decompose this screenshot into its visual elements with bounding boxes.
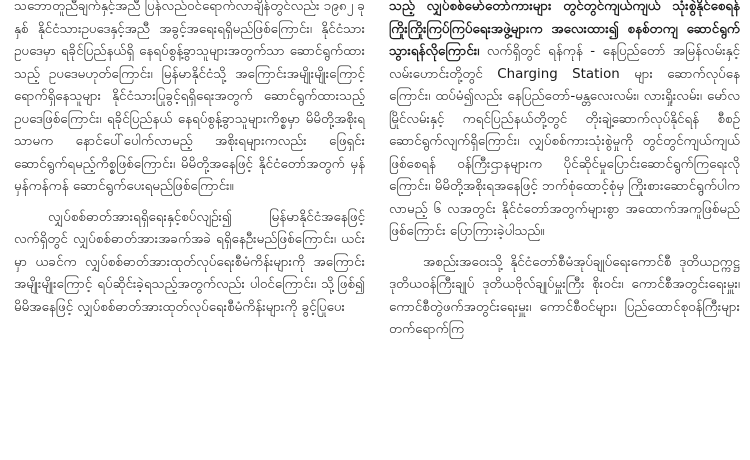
right-paragraph-2-text: အစည်းအဝေးသို့ နိုင်ငံတော်စီမံအုပ်ချုပ်ရေးကောင်စီ ဒုတိယဥက္ကဋ္ဌ ဒုတိယဝန်ကြီးချုပ် ဒုတိယဗိုလ်ချုပ်မှူးကြီး စိုးဝင်း၊ ကောင်စီအတွင်းရေးမှူး၊ ကောင်စီတွဲဖက်အတွင်းရေးမှူး၊ ကောင်စီဝင်များ၊ ပြည်ထောင်စုဝန်ကြီးများ တက်ရောက်ကြ: [389, 254, 740, 337]
left-paragraph-1: [14, 0, 365, 199]
right-column: [389, 0, 740, 460]
left-paragraph-1-text: သဘောတူညီချက်နှင့်အညီ ပြန်လည်ဝင်ရောက်လာချိန်တွင်လည်း ၁၉၈၂ ခုနှစ် နိုင်ငံသားဥပဒေနှင့်အညီ အခွင့်အရေးရရှိမည်ဖြစ်ကြောင်း၊ နိုင်ငံသားဥပဒေမှာ ရခိုင်ပြည်နယ်ရှိ နေရပ်စွန့်ခွာသူများအတွက်သာ ဆောင်ရွက်ထားသည့် ဥပဒေမဟုတ်ကြောင်း၊ မြန်မာနိုင်ငံသို့ အကြောင်းအမျိုးမျိုးကြောင့် ရောက်ရှိနေသူများ နိုင်ငံသားပြုခွင့်ရရှိရေးအတွက် ဆောင်ရွက်ထားသည့်ဥပဒေဖြစ်ကြောင်း၊ ရခိုင်ပြည်နယ် နေရပ်စွန့်ခွာသူများကိစ္စမှာ မိမိတို့အစိုးရသာမက နောင်ပေါ်ပေါက်လာမည့် အစိုးရများကလည်း ဖြေရှင်း ဆောင်ရွက်ရမည့်ကိစ္စဖြစ်ကြောင်း၊ မိမိတို့အနေဖြင့် နိုင်ငံတော်အတွက် မှန်မှန်ကန်ကန် ဆောင်ရွက်ပေးရမည်ဖြစ်ကြောင်း။: [14, 0, 365, 194]
left-paragraph-2-text: လျှပ်စစ်ဓာတ်အားရရှိရေးနှင့်စပ်လျဉ်း၍ မြန်မာနိုင်ငံအနေဖြင့် လက်ရှိတွင် လျှပ်စစ်ဓာတ်အားအခက်အခဲ ရရှိနေဦးမည်ဖြစ်ကြောင်း၊ ယင်းမှာ ယခင်က လျှပ်စစ်ဓာတ်အားထုတ်လုပ်ရေးစီမံကိန်းများကို အကြောင်းအမျိုးမျိုးကြောင့် ရပ်ဆိုင်းခဲ့ရသည့်အတွက်လည်း ပါဝင်ကြောင်း၊ သို့ဖြစ်၍ မိမိအနေဖြင့် လျှပ်စစ်ဓာတ်အားထုတ်လုပ်ရေးစီမံကိန်းများကို ခွင့်ပြုပေး: [14, 209, 365, 315]
right-paragraph-1-text: လက်ရှိတွင် ရန်ကုန် - နေပြည်တော် အမြန်လမ်းနှင့် လမ်းဟောင်းတို့တွင် Charging Station များ ဆောက်လုပ်နေကြောင်း၊ ထပ်မံ၍လည်း နေပြည်တော်-မန္တလေးလမ်း၊ လားရှိုးလမ်း၊ မော်လမြိုင်လမ်းနှင့် ကရင်ပြည်နယ်တို့တွင် တိုးချဲ့ဆောက်လုပ်နိုင်ရန် စီစဉ်ဆောင်ရွက်လျက်ရှိကြောင်း၊ လျှပ်စစ်ကားသုံးစွဲမှုကို တွင်တွင်ကျယ်ကျယ်ဖြစ်စေရန် ဝန်ကြီးဌာနများက ပိုင်ဆိုင်မှုပြောင်းဆောင်ရွက်ကြရေးလိုကြောင်း၊ မိမိတို့အစိုးရအနေဖြင့် ဘက်စုံထောင့်စုံမှ ကြိုးစားဆောင်ရွက်ပါက လာမည့် ၆ လအတွင်း နိုင်ငံတော်အတွက်များစွာ အထောက်အကူဖြစ်မည်ဖြစ်ကြောင်း ပြောကြားခဲ့ပါသည်။: [389, 44, 740, 239]
right-paragraph-1-bold-lead: သည့် လျှပ်စစ်မော်တော်ကားများ တွင်တွင်ကျယ်ကျယ် သုံးစွဲနိုင်စေရန် ကြိုးကြိုးကြပ်ကြပ်ရေးအဖွဲ့များက အလေးထား၍ စနစ်တကျ ဆောင်ရွက်သွားရန်လိုကြောင်း၊: [389, 0, 740, 59]
left-column: [14, 0, 365, 460]
right-paragraph-2: [389, 252, 740, 342]
left-paragraph-2: [14, 207, 365, 320]
right-paragraph-1: [389, 0, 740, 244]
